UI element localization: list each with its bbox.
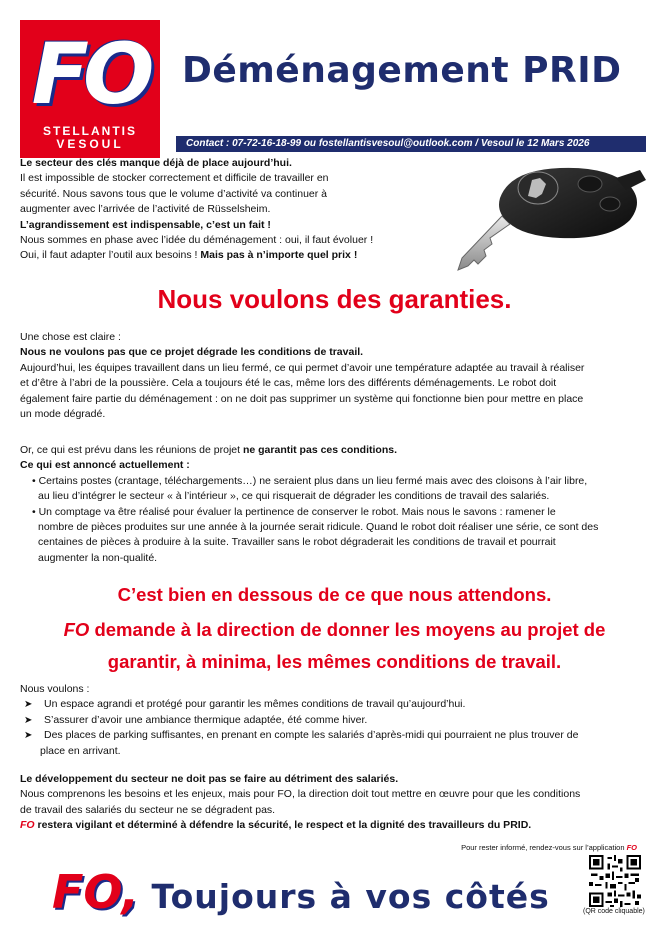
car-key-image: [440, 158, 650, 278]
intro-paragraph: [20, 156, 373, 264]
section4-line: Nous comprenons les besoins et les enjeux, mais pour FO, la direction doit tout mettre en œuvre pour que les conditions: [20, 788, 581, 801]
demand-item: [20, 697, 578, 712]
demand-item-text: Des places de parking suffisantes, en prenant en compte les salariés d’après-midi qui pourraient ne plus trouver de: [44, 729, 579, 742]
demand-item: [20, 713, 578, 728]
qr-code[interactable]: [589, 855, 641, 907]
fo-inline-text: FO: [20, 819, 35, 832]
footer-slogan-text: Toujours à vos côtés: [139, 877, 550, 916]
intro-line-part: Oui, il faut adapter l’outil aux besoins !: [20, 249, 201, 262]
logo-fo-text: FO: [31, 25, 149, 123]
section-conclusion: [20, 772, 580, 834]
intro-line: sécurité. Nous savons tous que le volume d’activité va continuer à: [20, 187, 327, 200]
arrow-bullet-icon: ➤: [24, 714, 33, 726]
intro-line: augmenter avec l’arrivée de l’activité de Rüsselsheim.: [20, 203, 271, 216]
headline-demand-text: demande à la direction de donner les moyens au projet de: [89, 619, 606, 640]
section3-intro: Nous voulons :: [20, 683, 90, 695]
footer-slogan: [52, 864, 550, 925]
section-announced: [20, 443, 598, 566]
section1-line: Une chose est claire :: [20, 331, 121, 343]
logo-vesoul-text: VESOUL: [56, 137, 124, 151]
section-demands: [20, 682, 578, 759]
arrow-bullet-icon: ➤: [24, 730, 33, 742]
app-note-text: Pour rester informé, rendez-vous sur l’application: [461, 843, 627, 852]
logo-stellantis-text: STELLANTIS: [43, 124, 137, 138]
section1-line: Nous ne voulons pas que ce projet dégrade les conditions de travail.: [20, 346, 364, 359]
bullet-continuation: centaines de pièces à produire à la suite. Travailler sans le robot dégraderait les conditions de travail et pourrait: [38, 536, 556, 549]
section-conditions: [20, 330, 584, 422]
section2-line-emphasis: ne garantit pas ces conditions.: [242, 444, 398, 456]
app-note-fo: FO: [626, 843, 637, 852]
app-note: [461, 843, 637, 852]
headline-expectations: C’est bien en dessous de ce que nous attendons.: [117, 584, 552, 605]
bullet-line: • Un comptage va être réalisé pour évaluer la pertinence de conserver le robot. Mais nous le savons : ramener le: [32, 505, 556, 518]
bullet-continuation: au lieu d’intégrer le secteur « à l’intérieur », ce qui risquerait de dégrader les conditions de travail des salariés.: [38, 490, 550, 503]
intro-line: L’agrandissement est indispensable, c’est un fait !: [20, 218, 271, 231]
fo-inline-text: FO: [63, 619, 90, 640]
section4-line: Le développement du secteur ne doit pas se faire au détriment des salariés.: [20, 773, 399, 785]
section2-line: [20, 443, 598, 458]
footer-fo-text: FO,: [52, 865, 139, 919]
intro-line: Il est impossible de stocker correctement et difficile de travailler en: [20, 172, 329, 185]
arrow-bullet-icon: ➤: [24, 699, 33, 711]
section2-line: Ce qui est annoncé actuellement :: [20, 459, 190, 472]
section1-line: un mode dégradé.: [20, 408, 106, 421]
bullet-continuation: nombre de pièces produites sur une année à la journée serait ridicule. Quand le robot doit réaliser une série, ce sont des: [38, 521, 599, 534]
section4-line: [20, 818, 580, 833]
section4-line: de travail des salariés du secteur ne se dégradent pas.: [20, 803, 276, 816]
section1-line: et d’être à l’abri de la poussière. Cela a toujours été le cas, même lors des différents déménagements. Le robot doit: [20, 377, 557, 390]
section1-line: Aujourd’hui, les équipes travaillent dans un lieu fermé, ce qui permet d’avoir une température adaptée au travail à réaliser: [20, 361, 585, 374]
headline-demand: [0, 619, 669, 641]
intro-line-last: [20, 248, 373, 263]
demand-item: [20, 728, 578, 743]
section2-line-part: Or, ce qui est prévu dans les réunions de projet: [20, 444, 243, 456]
garanties-heading: Nous voulons des garanties.: [157, 284, 512, 314]
demand-item-continuation: place en arrivant.: [40, 744, 121, 757]
intro-line: Nous sommes en phase avec l’idée du déménagement : oui, il faut évoluer !: [20, 234, 374, 247]
intro-line-emphasis: Mais pas à n’importe quel prix !: [200, 249, 358, 262]
demand-item-text: Un espace agrandi et protégé pour garantir les mêmes conditions de travail qu’aujourd’hui.: [44, 698, 466, 711]
headline-guarantee: garantir, à minima, les mêmes conditions de travail.: [107, 651, 562, 672]
section1-line: également faire partie du déménagement : on ne doit pas supprimer un système qui fonctionne bien pour mettre en place: [20, 392, 584, 405]
demand-item-text: S’assurer d’avoir une ambiance thermique adaptée, été comme hiver.: [44, 713, 368, 726]
page-title: Déménagement PRID: [182, 50, 622, 91]
bullet-line: • Certains postes (crantage, téléchargements…) ne seraient plus dans un lieu fermé mais avec des cloisons à l’air libre,: [32, 474, 588, 487]
section4-line-text: restera vigilant et déterminé à défendre la sécurité, le respect et la dignité des travailleurs du PRID.: [34, 819, 532, 832]
bullet-continuation: augmenter la non-qualité.: [38, 551, 158, 564]
contact-bar: Contact : 07-72-16-18-99 ou fostellantisvesoul@outlook.com / Vesoul le 12 Mars 2026: [176, 136, 646, 152]
intro-line: Le secteur des clés manque déjà de place aujourd’hui.: [20, 157, 292, 169]
fo-logo: [20, 20, 160, 158]
qr-caption: (QR code cliquable): [583, 908, 645, 915]
